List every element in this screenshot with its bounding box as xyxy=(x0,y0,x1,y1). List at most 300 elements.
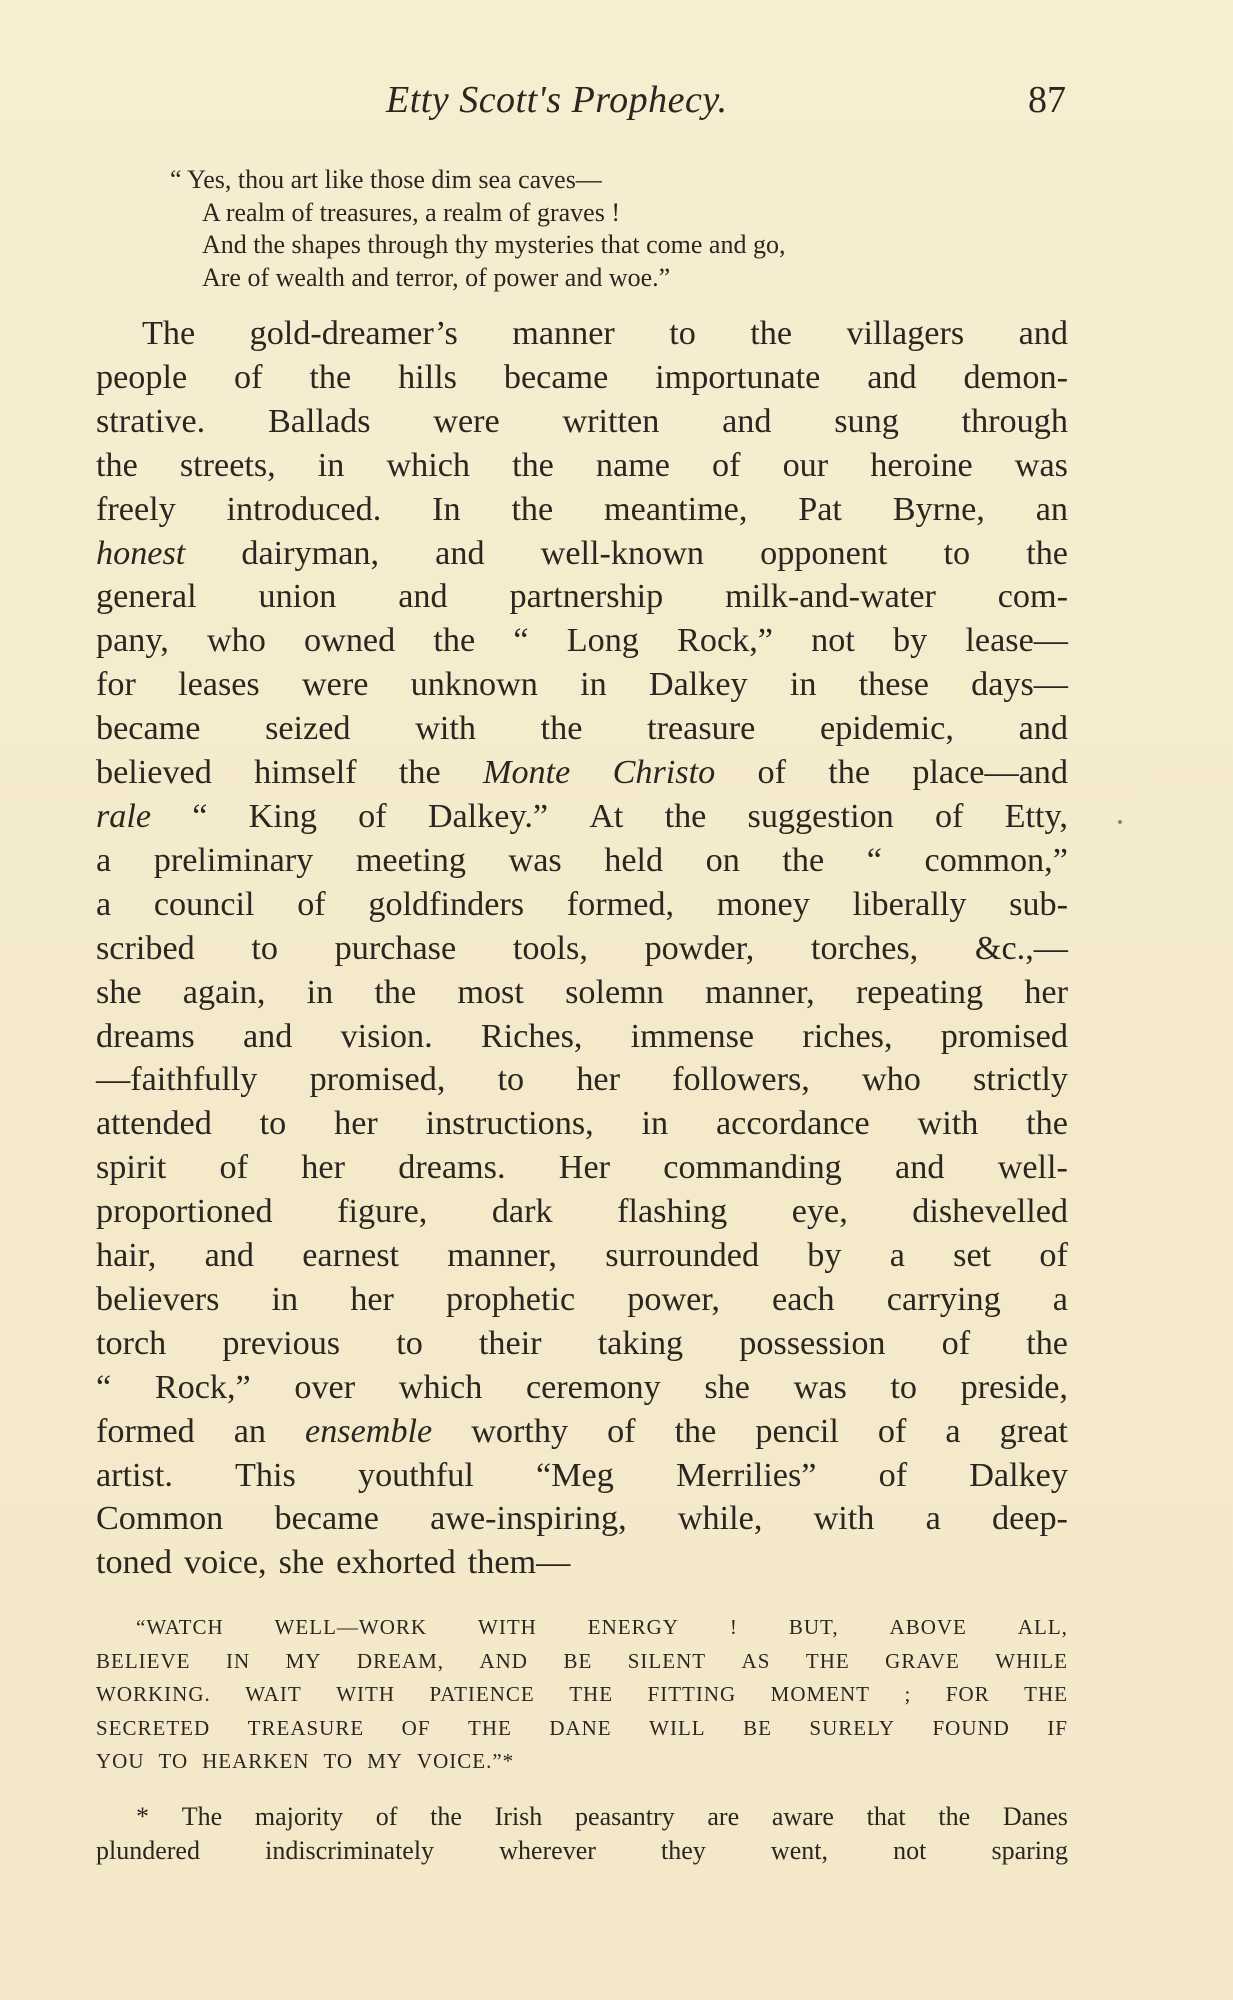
body-word: formed xyxy=(96,1412,195,1450)
body-line xyxy=(96,1146,1068,1190)
exhortation-quote xyxy=(96,1611,1068,1779)
body-word: leases xyxy=(178,666,260,704)
body-line xyxy=(96,1541,1068,1585)
body-word: a xyxy=(945,1412,961,1450)
quote-word: THE xyxy=(1024,1682,1068,1706)
body-word: proportioned xyxy=(96,1193,273,1231)
body-word: honest xyxy=(96,534,186,572)
body-word: written xyxy=(562,402,660,440)
body-word: and xyxy=(867,358,917,396)
quote-word: WITH xyxy=(478,1615,537,1639)
body-word: Her xyxy=(558,1149,611,1187)
body-word: of xyxy=(878,1456,908,1494)
footnote-word: majority xyxy=(254,1802,343,1831)
body-word: by xyxy=(893,622,928,660)
body-word: of xyxy=(877,1412,907,1450)
footnote-word: went, xyxy=(770,1836,828,1865)
body-word: held xyxy=(604,841,664,879)
body-word: to xyxy=(396,1324,423,1362)
body-line xyxy=(96,1366,1068,1410)
quote-word: GRAVE xyxy=(885,1648,960,1673)
epigraph-line: Are of wealth and terror, of power and woe.” xyxy=(202,262,671,292)
body-word: believed xyxy=(96,754,212,792)
body-word: place—and xyxy=(912,754,1068,792)
page-number: 87 xyxy=(1028,79,1066,121)
quote-word: THE xyxy=(468,1715,512,1740)
body-word: voice, xyxy=(183,1544,267,1582)
body-word: Dalkey.” xyxy=(427,797,549,835)
body-word: Merrilies” xyxy=(675,1456,817,1494)
body-word: accordance xyxy=(715,1105,870,1143)
body-word: of xyxy=(297,885,326,923)
body-line xyxy=(96,400,1068,444)
body-word: which xyxy=(398,1368,483,1406)
body-word: to xyxy=(497,1061,525,1099)
body-word: her xyxy=(301,1149,345,1187)
body-word: milk-and-water xyxy=(725,578,936,616)
body-word: sung xyxy=(834,402,899,440)
quote-word: SILENT xyxy=(627,1648,707,1673)
epigraph-verse xyxy=(170,164,1070,294)
body-word: previous xyxy=(222,1324,341,1362)
body-word: liberally xyxy=(852,885,967,923)
body-word: Christo xyxy=(612,754,716,792)
body-word: dishevelled xyxy=(912,1193,1068,1231)
body-word: the xyxy=(1026,1105,1068,1143)
quote-word: OF xyxy=(401,1715,431,1740)
quote-word: TREASURE xyxy=(247,1715,365,1740)
body-word: with xyxy=(917,1105,979,1143)
body-word: who xyxy=(206,622,266,660)
body-word: not xyxy=(811,622,855,660)
body-word: and xyxy=(204,1237,254,1275)
body-word: became xyxy=(274,1500,379,1538)
body-word: their xyxy=(478,1324,542,1362)
body-word: each xyxy=(772,1280,835,1318)
margin-speck xyxy=(1118,820,1122,824)
body-word: awe-inspiring, xyxy=(430,1500,627,1538)
quote-word: SECRETED xyxy=(96,1715,211,1740)
body-word: the xyxy=(674,1412,717,1450)
footnote-word: the xyxy=(430,1802,462,1831)
body-word: formed, xyxy=(566,885,675,923)
body-word: opponent xyxy=(760,534,888,572)
body-word: Monte xyxy=(482,754,571,792)
body-word: epidemic, xyxy=(820,710,954,748)
quote-word: DREAM, xyxy=(356,1648,444,1673)
body-word: of xyxy=(234,358,263,396)
body-line xyxy=(96,532,1068,576)
footnote-word: peasantry xyxy=(575,1802,675,1831)
body-word: King xyxy=(248,797,317,835)
body-word: a xyxy=(1052,1280,1068,1318)
body-word: earnest xyxy=(302,1237,400,1275)
body-word: goldfinders xyxy=(368,885,525,923)
body-word: com- xyxy=(997,578,1068,616)
body-word: the xyxy=(828,754,871,792)
footnote-word: they xyxy=(661,1836,706,1865)
body-word: of xyxy=(1039,1237,1068,1275)
body-word: immense xyxy=(630,1017,755,1055)
body-line xyxy=(96,751,1068,795)
quote-word: “WATCH xyxy=(136,1615,224,1639)
body-line xyxy=(96,1015,1068,1059)
quote-line xyxy=(96,1678,1068,1712)
body-word: instructions, xyxy=(425,1105,594,1143)
footnote-word: of xyxy=(375,1802,398,1831)
body-word: her xyxy=(350,1280,394,1318)
body-word: pany, xyxy=(96,622,169,660)
body-word: the xyxy=(540,710,583,748)
footnote-word: aware xyxy=(771,1802,834,1831)
quote-word: WAIT xyxy=(245,1682,302,1706)
body-word: manner, xyxy=(447,1237,557,1275)
quote-word: ! xyxy=(729,1615,738,1639)
body-word: a xyxy=(925,1500,941,1538)
quote-word: HEARKEN xyxy=(202,1749,310,1773)
body-word: was xyxy=(508,841,562,879)
body-word: importunate xyxy=(655,358,821,396)
quote-word: WELL—WORK xyxy=(274,1615,428,1639)
body-line xyxy=(96,1190,1068,1234)
body-word: of xyxy=(757,754,786,792)
body-word: in xyxy=(317,446,345,484)
quote-word: MOMENT xyxy=(770,1682,871,1706)
body-word: artist. xyxy=(96,1456,173,1494)
body-word: them— xyxy=(467,1544,571,1582)
quote-line xyxy=(96,1745,1068,1779)
body-word: power, xyxy=(627,1280,720,1318)
footnote xyxy=(96,1800,1068,1868)
body-word: and xyxy=(1018,710,1068,748)
body-word: owned xyxy=(304,622,396,660)
body-word: and xyxy=(1018,315,1068,352)
body-word: general xyxy=(96,578,197,616)
body-word: demon- xyxy=(963,358,1068,396)
body-word: suggestion xyxy=(747,797,894,835)
body-word: on xyxy=(705,841,740,879)
body-word: a xyxy=(889,1237,905,1275)
quote-word: FOUND xyxy=(932,1715,1010,1740)
body-word: “ xyxy=(96,1368,112,1406)
body-word: dark xyxy=(491,1193,553,1231)
body-word: who xyxy=(861,1061,921,1099)
body-word: The xyxy=(142,315,196,352)
body-word: she xyxy=(96,973,142,1011)
body-word: money xyxy=(716,885,810,923)
body-word: youthful xyxy=(357,1456,474,1494)
body-word: Pat xyxy=(798,490,842,528)
body-line xyxy=(96,1454,1068,1498)
body-word: people xyxy=(96,358,188,396)
body-word: for xyxy=(96,666,136,704)
body-word: promised xyxy=(940,1017,1068,1055)
body-word: dreams xyxy=(96,1017,195,1055)
body-word: she xyxy=(278,1544,325,1582)
quote-word: THE xyxy=(805,1648,850,1673)
body-word: in xyxy=(306,973,334,1011)
quote-word: FOR xyxy=(945,1682,990,1706)
quote-word: TO xyxy=(158,1749,189,1773)
epigraph-line: A realm of treasures, a realm of graves ! xyxy=(202,197,620,227)
body-word: in xyxy=(789,666,817,704)
body-word: hills xyxy=(398,358,457,396)
quote-word: AND xyxy=(479,1648,528,1673)
body-word: became xyxy=(503,358,609,396)
body-word: and xyxy=(398,578,448,616)
body-word: deep- xyxy=(992,1500,1068,1538)
quote-word: WORKING. xyxy=(96,1682,211,1706)
quote-word: VOICE.”* xyxy=(416,1749,515,1773)
body-word: heroine xyxy=(870,446,973,484)
body-line xyxy=(96,1278,1068,1322)
footnote-word: Irish xyxy=(494,1802,543,1831)
body-word: torches, xyxy=(810,929,919,967)
body-word: well- xyxy=(997,1149,1068,1187)
quote-word: BE xyxy=(563,1648,593,1673)
body-word: days— xyxy=(971,666,1068,704)
body-word: exhorted xyxy=(336,1544,456,1582)
body-line xyxy=(96,883,1068,927)
body-word: strictly xyxy=(973,1061,1068,1099)
body-line xyxy=(96,1322,1068,1366)
body-word: repeating xyxy=(855,973,984,1011)
body-word: of xyxy=(941,1324,971,1362)
body-word: well-known xyxy=(540,534,704,572)
body-line xyxy=(96,575,1068,619)
body-word: meantime, xyxy=(604,490,748,528)
body-word: with xyxy=(415,710,476,748)
quote-word: AS xyxy=(741,1648,771,1673)
body-word: introduced. xyxy=(226,490,382,528)
footnote-word: sparing xyxy=(991,1836,1068,1865)
body-word: and xyxy=(242,1017,293,1055)
body-word: In xyxy=(432,490,461,528)
body-word: these xyxy=(858,666,929,704)
body-word: with xyxy=(813,1500,875,1538)
body-word: the xyxy=(309,358,352,396)
body-word: the xyxy=(664,797,707,835)
body-word: followers, xyxy=(672,1061,810,1099)
body-word: attended xyxy=(96,1105,212,1143)
body-line xyxy=(96,488,1068,532)
body-word: Dalkey xyxy=(648,666,748,704)
body-word: ceremony xyxy=(525,1368,661,1406)
footnote-word: The xyxy=(181,1802,223,1831)
body-word: Rock,” xyxy=(677,622,773,660)
quote-line xyxy=(96,1712,1068,1746)
body-word: unknown xyxy=(410,666,538,704)
quote-word: IN xyxy=(225,1648,251,1673)
body-word: “ xyxy=(866,841,882,879)
body-word: Riches, xyxy=(480,1017,583,1055)
running-title: Etty Scott's Prophecy. xyxy=(386,79,728,121)
body-line xyxy=(96,839,1068,883)
quote-word: FITTING xyxy=(647,1682,737,1706)
body-word: pencil xyxy=(755,1412,839,1450)
body-word: she xyxy=(704,1368,750,1406)
body-word: Etty, xyxy=(1004,797,1068,835)
quote-word: WILL xyxy=(649,1715,706,1740)
body-word: ensemble xyxy=(305,1412,433,1450)
body-word: manner, xyxy=(705,973,815,1011)
body-line xyxy=(96,619,1068,663)
footnote-word: are xyxy=(707,1802,740,1831)
body-word: of xyxy=(358,797,387,835)
body-line xyxy=(96,795,1068,839)
body-word: commanding xyxy=(663,1149,842,1187)
body-word: “Meg xyxy=(535,1456,614,1494)
body-word: dreams. xyxy=(398,1149,506,1187)
body-word: Common xyxy=(96,1500,224,1538)
quote-word: BE xyxy=(743,1715,772,1740)
body-word: council xyxy=(153,885,255,923)
body-word: torch xyxy=(96,1324,167,1362)
body-word: vision. xyxy=(340,1017,433,1055)
body-word: over xyxy=(294,1368,356,1406)
body-word: strative. xyxy=(96,402,206,440)
body-word: set xyxy=(953,1237,992,1275)
body-word: through xyxy=(961,402,1068,440)
body-word: of xyxy=(607,1412,636,1450)
body-line xyxy=(96,1102,1068,1146)
body-line xyxy=(96,1058,1068,1102)
body-word: lease— xyxy=(965,622,1068,660)
quote-word: YOU xyxy=(96,1749,145,1773)
quote-word: DANE xyxy=(549,1715,612,1740)
body-word: the xyxy=(782,841,825,879)
body-word: the xyxy=(512,446,554,484)
quote-word: ABOVE xyxy=(889,1615,967,1639)
body-word: gold-dreamer’s xyxy=(249,315,458,352)
quote-line xyxy=(96,1611,1068,1645)
body-word: powder, xyxy=(644,929,755,967)
body-word: purchase xyxy=(334,929,457,967)
quote-word: ; xyxy=(904,1682,912,1706)
footnote-word: not xyxy=(893,1836,927,1865)
footnote-word: the xyxy=(938,1802,971,1831)
body-word: name xyxy=(595,446,670,484)
body-word: an xyxy=(233,1412,267,1450)
quote-word: THE xyxy=(569,1682,614,1706)
body-word: in xyxy=(580,666,607,704)
body-line xyxy=(96,444,1068,488)
body-word: the xyxy=(1026,534,1068,572)
body-word: of xyxy=(712,446,741,484)
body-word: again, xyxy=(182,973,266,1011)
footnote-word: Danes xyxy=(1002,1802,1068,1831)
body-word: and xyxy=(435,534,485,572)
body-word: the xyxy=(433,622,476,660)
body-word: possession xyxy=(739,1324,886,1362)
epigraph-line: “ Yes, thou art like those dim sea caves— xyxy=(170,165,602,194)
body-word: Byrne, xyxy=(892,490,985,528)
body-word: villagers xyxy=(846,315,965,352)
body-word: surrounded xyxy=(605,1237,760,1275)
body-word: her xyxy=(1024,973,1068,1011)
body-line xyxy=(96,971,1068,1015)
body-word: himself xyxy=(254,754,357,792)
body-word: meeting xyxy=(355,841,466,879)
body-word: preliminary xyxy=(153,841,314,879)
body-word: the xyxy=(750,315,793,352)
body-word: hair, xyxy=(96,1237,157,1275)
body-line xyxy=(96,663,1068,707)
page-header xyxy=(96,78,1076,138)
body-word: At xyxy=(589,797,624,835)
quote-word: IF xyxy=(1047,1715,1068,1740)
body-word: taking xyxy=(597,1324,684,1362)
body-paragraph xyxy=(96,312,1068,1585)
quote-word: BUT, xyxy=(788,1615,839,1639)
body-word: sub- xyxy=(1009,885,1068,923)
body-word: rale xyxy=(96,797,152,835)
body-word: solemn xyxy=(565,973,664,1011)
body-word: promised, xyxy=(309,1061,446,1099)
body-word: of xyxy=(934,797,964,835)
quote-word: ENERGY xyxy=(587,1615,679,1639)
body-word: which xyxy=(386,446,471,484)
body-word: by xyxy=(807,1237,842,1275)
body-word: carrying xyxy=(886,1280,1001,1318)
body-word: scribed xyxy=(96,929,195,967)
quote-word: ALL, xyxy=(1017,1615,1068,1639)
body-word: worthy xyxy=(471,1412,569,1450)
body-word: preside, xyxy=(960,1368,1068,1406)
body-word: our xyxy=(782,446,829,484)
body-word: and xyxy=(895,1149,945,1187)
body-word: spirit xyxy=(96,1149,167,1187)
body-line xyxy=(96,356,1068,400)
quote-word: SURELY xyxy=(809,1715,895,1740)
footnote-word: wherever xyxy=(499,1836,596,1865)
quote-line xyxy=(96,1645,1068,1679)
quote-word: BELIEVE xyxy=(96,1648,191,1673)
body-word: partnership xyxy=(509,578,664,616)
body-line xyxy=(96,707,1068,751)
body-word: believers xyxy=(96,1280,220,1318)
body-word: streets, xyxy=(179,446,276,484)
body-word: prophetic xyxy=(446,1280,576,1318)
body-word: —faithfully xyxy=(96,1061,258,1099)
body-word: a xyxy=(96,841,112,879)
body-word: in xyxy=(271,1280,299,1318)
body-word: in xyxy=(641,1105,669,1143)
body-line xyxy=(96,1410,1068,1454)
body-line xyxy=(96,1234,1068,1278)
body-word: the xyxy=(1026,1324,1068,1362)
footnote-word: that xyxy=(866,1802,906,1831)
body-word: “ xyxy=(513,622,529,660)
body-word: to xyxy=(669,315,696,352)
body-word: of xyxy=(219,1149,249,1187)
quote-word: MY xyxy=(367,1749,403,1773)
body-word: great xyxy=(999,1412,1068,1450)
body-word: manner xyxy=(512,315,615,352)
body-word: while, xyxy=(677,1500,763,1538)
epigraph-line: And the shapes through thy mysteries that come and go, xyxy=(202,230,786,259)
body-word: freely xyxy=(96,490,176,528)
body-word: “ xyxy=(192,797,208,835)
footnote-line xyxy=(96,1834,1068,1868)
body-word: was xyxy=(1014,446,1068,484)
body-line xyxy=(96,1497,1068,1541)
quote-word: TO xyxy=(323,1749,354,1773)
body-word: flashing xyxy=(617,1193,728,1231)
body-word: were xyxy=(301,666,369,704)
footnote-word: indiscriminately xyxy=(265,1836,435,1865)
body-word: Rock,” xyxy=(154,1368,251,1406)
